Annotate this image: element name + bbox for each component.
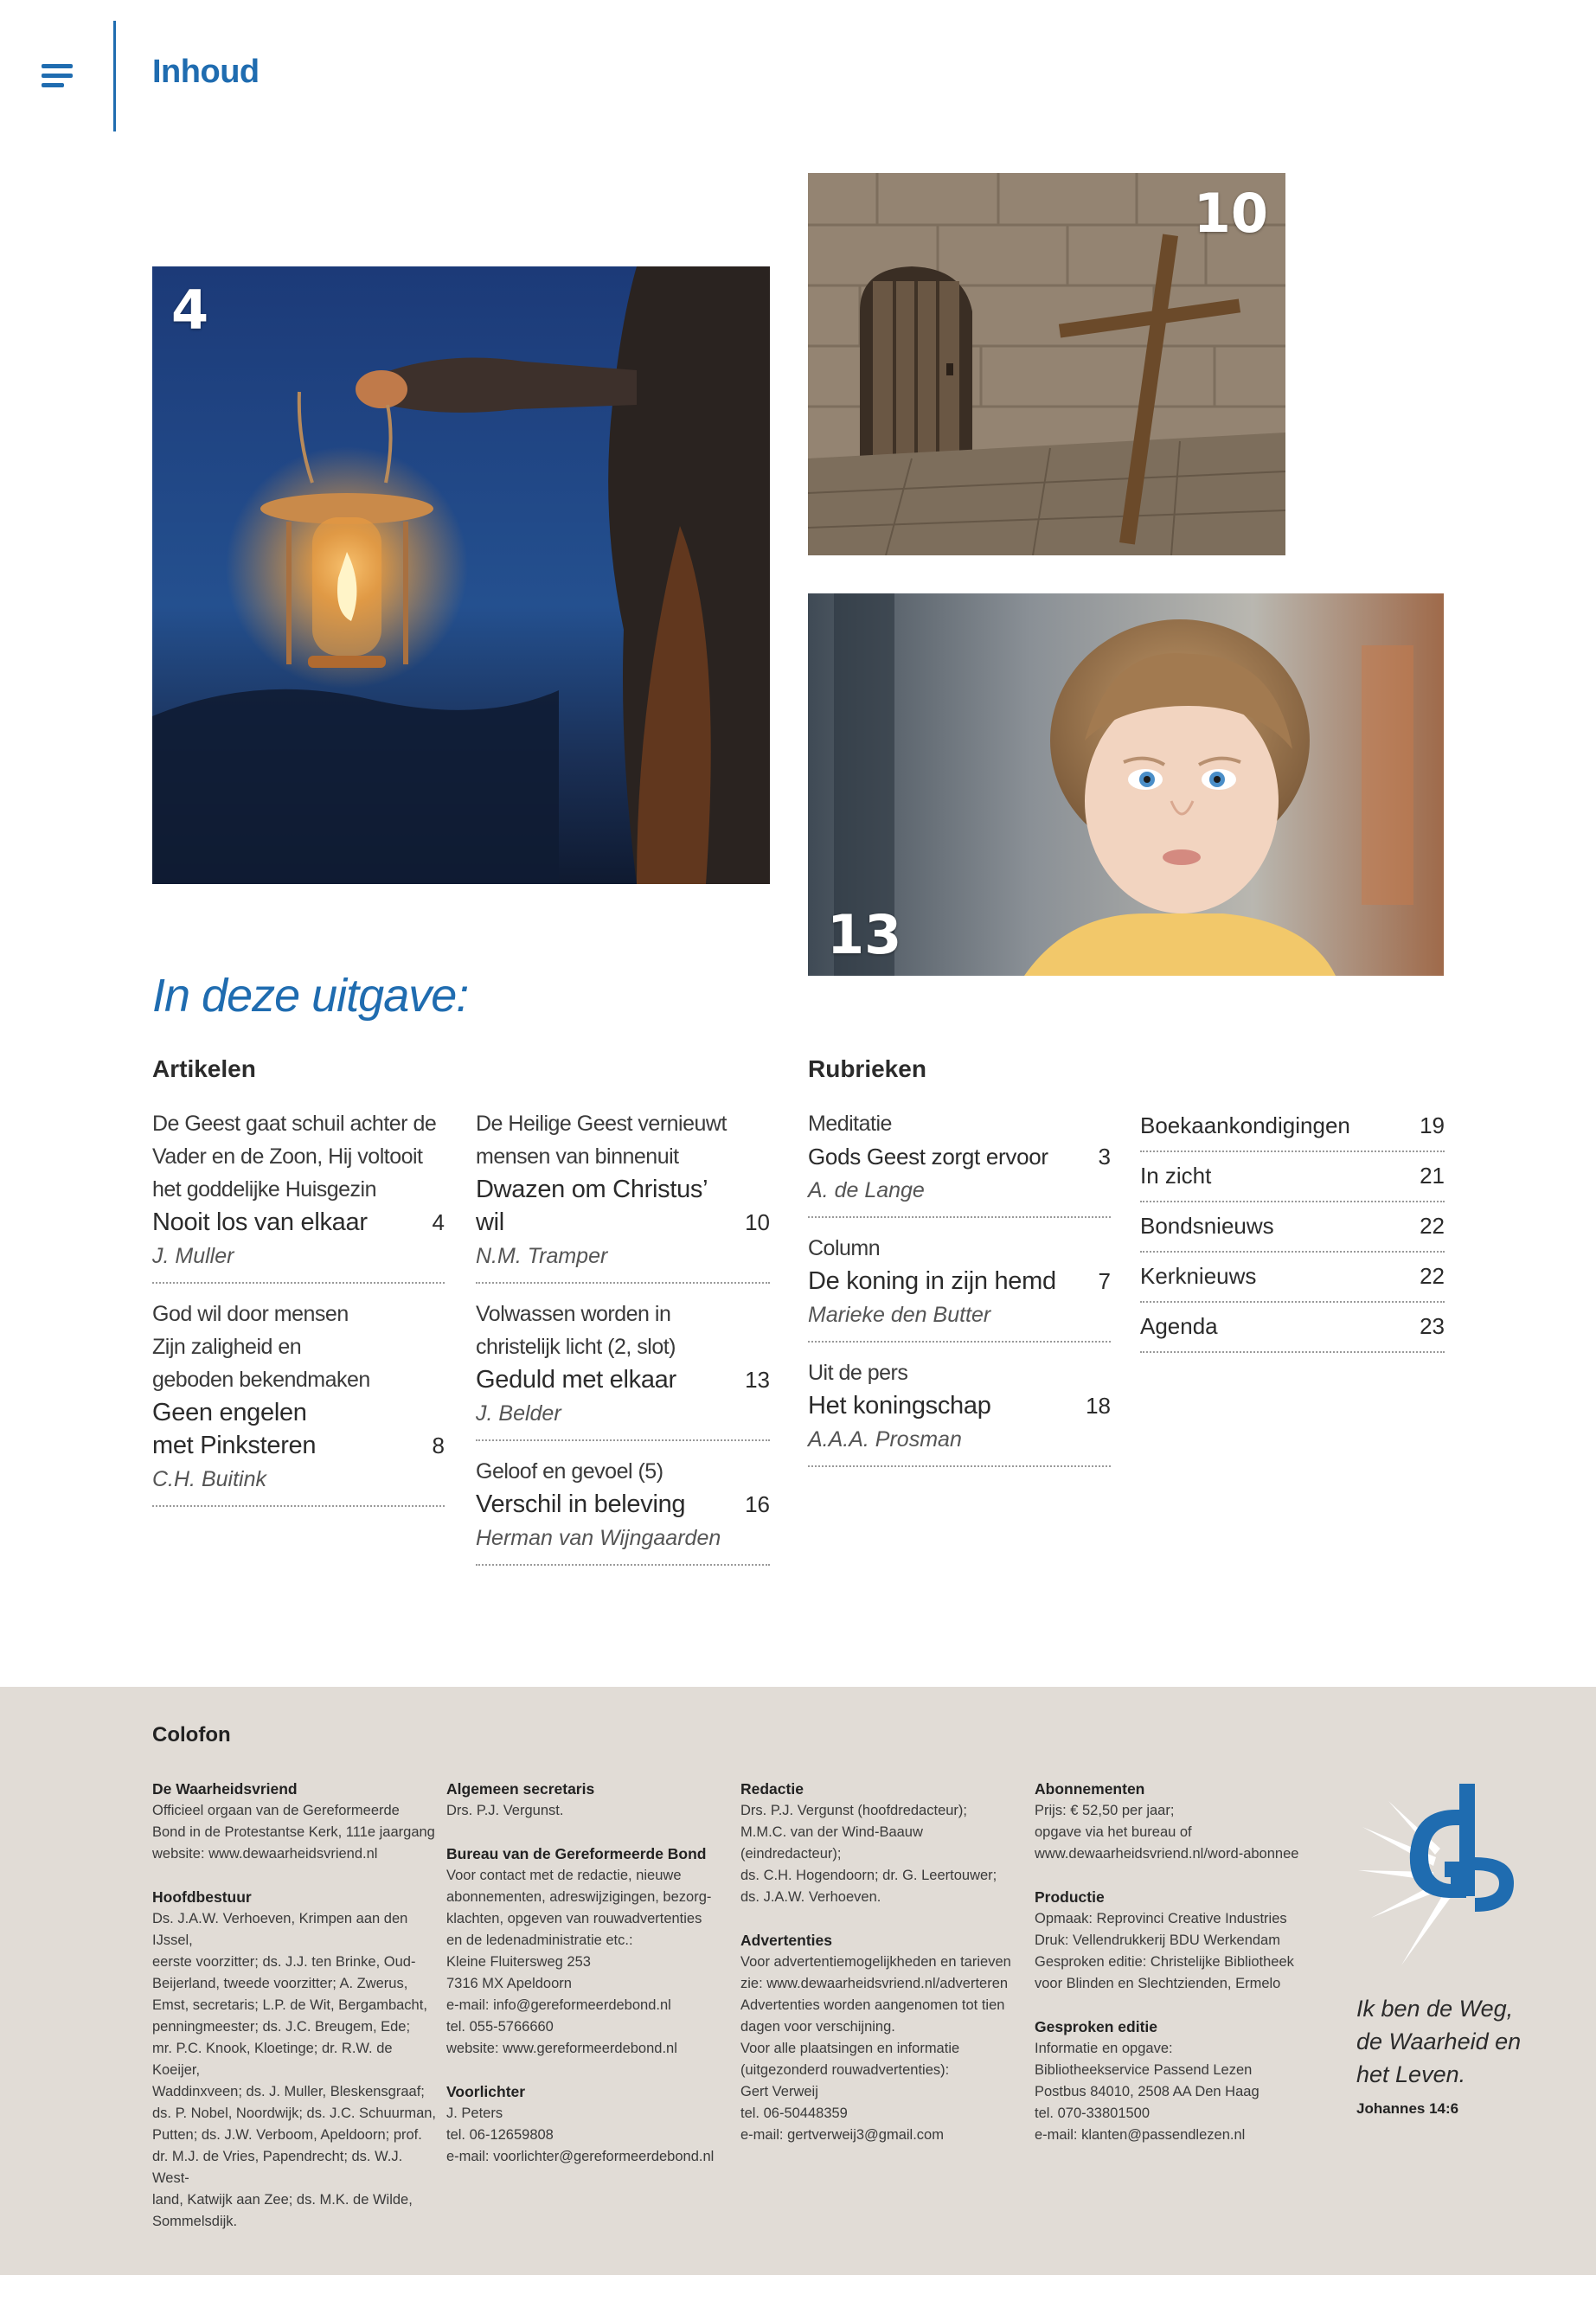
toc-entry[interactable] [1140, 1303, 1445, 1353]
colofon-line: Waddinxveen; ds. J. Muller, Bleskensgraaf; [152, 2084, 425, 2099]
entry-intro: christelijk licht (2, slot) [476, 1335, 676, 1359]
colofon-line: tel. 06-50448359 [740, 2106, 848, 2121]
entry-title: Geen engelen [152, 1399, 307, 1426]
colofon-column-3 [740, 1779, 1026, 2146]
entry-title: Agenda [1140, 1313, 1218, 1339]
colofon-line: Ds. J.A.W. Verhoeven, Krimpen aan den IJssel, [152, 1911, 408, 1948]
entry-intro: God wil door mensen [152, 1302, 349, 1326]
photo-number: 4 [171, 279, 209, 342]
entry-title: Bondsnieuws [1140, 1213, 1274, 1239]
entry-author: N.M. Tramper [476, 1244, 608, 1268]
colofon-subheading: Bureau van de Gereformeerde Bond [446, 1845, 707, 1862]
colofon-column-2 [446, 1779, 732, 2168]
colofon-line: klachten, opgeven van rouwadvertenties [446, 1911, 702, 1926]
entry-intro: Geloof en gevoel (5) [476, 1459, 663, 1484]
toc-entry[interactable] [808, 1107, 1111, 1218]
colofon-line: M.M.C. van der Wind-Baauw (eindredacteur); [740, 1824, 923, 1862]
colofon-line: www.dewaarheidsvriend.nl/word-abonnee [1035, 1846, 1299, 1862]
entry-intro: De Heilige Geest vernieuwt [476, 1112, 727, 1136]
colofon-line: Postbus 84010, 2508 AA Den Haag [1035, 2084, 1259, 2099]
colofon-line: Bibliotheekservice Passend Lezen [1035, 2062, 1253, 2078]
photo-lantern[interactable] [152, 266, 770, 884]
entry-intro: Column [808, 1236, 881, 1260]
entry-page: 21 [1420, 1163, 1445, 1189]
toc-entry[interactable] [1140, 1202, 1445, 1253]
gb-logo [1354, 1775, 1527, 1974]
colofon-subheading: Abonnementen [1035, 1780, 1145, 1798]
colofon-line: Gert Verweij [740, 2084, 818, 2099]
quote-line: Ik ben de Weg, [1356, 1996, 1514, 2022]
toc-entry[interactable] [1140, 1111, 1445, 1152]
colofon-line: en de ledenadministratie etc.: [446, 1932, 633, 1948]
entry-author: J. Belder [476, 1401, 561, 1426]
entry-page: 18 [1086, 1393, 1111, 1419]
colofon-line: 7316 MX Apeldoorn [446, 1976, 572, 1991]
colofon-subheading: Algemeen secretaris [446, 1780, 595, 1798]
colofon-line: Druk: Vellendrukkerij BDU Werkendam [1035, 1932, 1280, 1948]
entry-title: Nooit los van elkaar [152, 1208, 368, 1236]
toc-entry[interactable] [1140, 1152, 1445, 1202]
entry-page: 19 [1420, 1112, 1445, 1138]
spacer [1035, 1995, 1329, 2016]
colofon-line: land, Katwijk aan Zee; ds. M.K. de Wilde, [152, 2192, 413, 2208]
toc-entry[interactable] [152, 1107, 445, 1284]
spacer [152, 1865, 438, 1887]
page-header [0, 0, 1596, 138]
colofon-line: penningmeester; ds. J.C. Breugem, Ede; [152, 2019, 411, 2035]
toc-entry[interactable] [476, 1455, 770, 1566]
rubrieken-column-1 [808, 1107, 1111, 1481]
page-title: Inhoud [152, 54, 260, 90]
entry-intro: het goddelijke Huisgezin [152, 1177, 377, 1202]
entry-title: Kerknieuws [1140, 1263, 1257, 1289]
entry-title: Verschil in beleving [476, 1490, 686, 1518]
entry-intro: De Geest gaat schuil achter de [152, 1112, 437, 1136]
colofon-line: eerste voorzitter; ds. J.J. ten Brinke, Oud- [152, 1954, 416, 1970]
colofon-line: Gesproken editie: Christelijke Bibliotheek [1035, 1954, 1294, 1970]
issue-title: In deze uitgave: [152, 970, 469, 1022]
colofon-line: abonnementen, adreswijzigingen, bezorg- [446, 1889, 712, 1905]
entry-title: met Pinksteren [152, 1432, 317, 1459]
quote-reference: Johannes 14:6 [1356, 2100, 1459, 2117]
colofon-line: Sommelsdijk. [152, 2214, 238, 2229]
spacer [446, 2060, 732, 2081]
entry-page: 22 [1420, 1213, 1445, 1239]
entry-page: 13 [745, 1367, 770, 1393]
colofon-line: Advertenties worden aangenomen tot tien [740, 1997, 1005, 2013]
artikelen-column-2 [476, 1107, 770, 1580]
toc-entry[interactable] [1140, 1253, 1445, 1303]
entry-page: 8 [432, 1433, 445, 1458]
entry-page: 4 [432, 1209, 445, 1235]
colofon-line: J. Peters [446, 2106, 503, 2121]
colofon-line: Voor advertentiemogelijkheden en tarieven [740, 1954, 1011, 1970]
colofon-subheading: Gesproken editie [1035, 2018, 1157, 2035]
colofon-line: ds. J.A.W. Verhoeven. [740, 1889, 881, 1905]
entry-page: 23 [1420, 1313, 1445, 1339]
colofon-line: voor Blinden en Slechtzienden, Ermelo [1035, 1976, 1281, 1991]
colofon-line: e-mail: gertverweij3@gmail.com [740, 2127, 944, 2143]
entry-title: In zicht [1140, 1163, 1212, 1189]
colofon-subheading: Productie [1035, 1888, 1105, 1906]
rubrieken-column-2 [1140, 1111, 1445, 1353]
entry-author: Herman van Wijngaarden [476, 1526, 721, 1550]
entry-page: 3 [1098, 1144, 1111, 1170]
colofon-line: tel. 06-12659808 [446, 2127, 554, 2143]
bible-quote [1356, 1992, 1521, 2091]
entry-author: A.A.A. Prosman [808, 1427, 962, 1452]
photo-number: 10 [1193, 182, 1268, 245]
entry-title: Gods Geest zorgt ervoor [808, 1144, 1048, 1170]
colofon-line: Putten; ds. J.W. Verboom, Apeldoorn; prof. [152, 2127, 422, 2143]
colofon-line: dr. M.J. de Vries, Papendrecht; ds. W.J. West- [152, 2149, 403, 2186]
entry-intro: Volwassen worden in [476, 1302, 671, 1326]
colofon-line: tel. 055-5766660 [446, 2019, 554, 2035]
toc-entry[interactable] [808, 1232, 1111, 1343]
colofon-line: Voor alle plaatsingen en informatie [740, 2041, 960, 2056]
quote-line: de Waarheid en [1356, 2029, 1522, 2054]
spacer [1035, 1865, 1329, 1887]
entry-page: 10 [745, 1209, 770, 1235]
colofon-line: website: www.gereformeerdebond.nl [446, 2041, 677, 2056]
entry-author: Marieke den Butter [808, 1303, 991, 1327]
photo-door-cross[interactable] [808, 173, 1285, 555]
entry-intro: Vader en de Zoon, Hij voltooit [152, 1144, 423, 1169]
entry-intro: Meditatie [808, 1112, 892, 1136]
artikelen-heading: Artikelen [152, 1055, 256, 1082]
child-image [808, 593, 1444, 976]
colofon-line: Emst, secretaris; L.P. de Wit, Bergambacht, [152, 1997, 427, 2013]
colofon-line: e-mail: klanten@passendlezen.nl [1035, 2127, 1246, 2143]
artikelen-column-1 [152, 1107, 445, 1521]
colofon-subheading: Redactie [740, 1780, 804, 1798]
colofon-line: Voor contact met de redactie, nieuwe [446, 1868, 682, 1883]
colofon-line: opgave via het bureau of [1035, 1824, 1192, 1840]
colofon-line: Drs. P.J. Vergunst (hoofdredacteur); [740, 1803, 967, 1818]
gb-logo-icon [1354, 1775, 1527, 1974]
colofon-line: tel. 070-33801500 [1035, 2106, 1151, 2121]
colofon-line: website: www.dewaarheidsvriend.nl [152, 1846, 378, 1862]
photo-child[interactable] [808, 593, 1444, 976]
toc-entry[interactable] [476, 1107, 770, 1284]
colofon-line: Officieel orgaan van de Gereformeerde [152, 1803, 400, 1818]
colofon-line: ds. P. Nobel, Noordwijk; ds. J.C. Schuurman, [152, 2106, 437, 2121]
colofon-line: mr. P.C. Knook, Kloetinge; dr. R.W. de Koeijer, [152, 2041, 393, 2078]
colofon-line: dagen voor verschijning. [740, 2019, 895, 2035]
entry-author: J. Muller [152, 1244, 234, 1268]
colofon-column-1 [152, 1779, 438, 2233]
colofon-line: Informatie en opgave: [1035, 2041, 1173, 2056]
entry-author: A. de Lange [808, 1178, 925, 1202]
colofon-line: Kleine Fluitersweg 253 [446, 1954, 591, 1970]
spacer [740, 1908, 1026, 1930]
quote-line: het Leven. [1356, 2061, 1466, 2087]
rubrieken-heading: Rubrieken [808, 1055, 926, 1082]
toc-entry[interactable] [808, 1356, 1111, 1467]
entry-intro: mensen van binnenuit [476, 1144, 679, 1169]
colofon-line: e-mail: voorlichter@gereformeerdebond.nl [446, 2149, 715, 2164]
colofon-line: (uitgezonderd rouwadvertenties): [740, 2062, 950, 2078]
colofon-subheading: Advertenties [740, 1932, 833, 1949]
entry-intro: geboden bekendmaken [152, 1368, 370, 1392]
colofon-line: Bond in de Protestantse Kerk, 111e jaargang [152, 1824, 435, 1840]
header-divider [113, 21, 116, 131]
colofon-line: e-mail: info@gereformeerdebond.nl [446, 1997, 671, 2013]
entry-page: 7 [1098, 1268, 1111, 1294]
colofon-subheading: Voorlichter [446, 2083, 526, 2100]
toc-entry[interactable] [476, 1298, 770, 1441]
colofon-line: Opmaak: Reprovinci Creative Industries [1035, 1911, 1287, 1926]
entry-title: Dwazen om Christus’ wil [476, 1176, 708, 1236]
entry-intro: Zijn zaligheid en [152, 1335, 302, 1359]
entry-page: 16 [745, 1491, 770, 1517]
colofon-column-4 [1035, 1779, 1329, 2146]
lantern-image [152, 266, 770, 884]
colofon-line: Prijs: € 52,50 per jaar; [1035, 1803, 1175, 1818]
spacer [446, 1822, 732, 1843]
colofon-line: Drs. P.J. Vergunst. [446, 1803, 564, 1818]
entry-author: C.H. Buitink [152, 1467, 266, 1491]
photo-number: 13 [827, 903, 902, 966]
entry-title: Geduld met elkaar [476, 1366, 676, 1394]
colofon-subheading: Hoofdbestuur [152, 1888, 252, 1906]
hamburger-menu-icon[interactable] [42, 64, 73, 88]
entry-intro: Uit de pers [808, 1361, 908, 1385]
toc-entry[interactable] [152, 1298, 445, 1507]
colofon-subheading: De Waarheidsvriend [152, 1780, 298, 1798]
entry-title: Boekaankondigingen [1140, 1112, 1350, 1138]
colofon-line: zie: www.dewaarheidsvriend.nl/adverteren [740, 1976, 1009, 1991]
colofon-line: ds. C.H. Hogendoorn; dr. G. Leertouwer; [740, 1868, 997, 1883]
colofon-line: Beijerland, tweede voorzitter; A. Zwerus, [152, 1976, 408, 1991]
entry-title: De koning in zijn hemd [808, 1267, 1056, 1295]
entry-title: Het koningschap [808, 1392, 991, 1420]
colofon-heading: Colofon [152, 1723, 231, 1747]
entry-page: 22 [1420, 1263, 1445, 1289]
